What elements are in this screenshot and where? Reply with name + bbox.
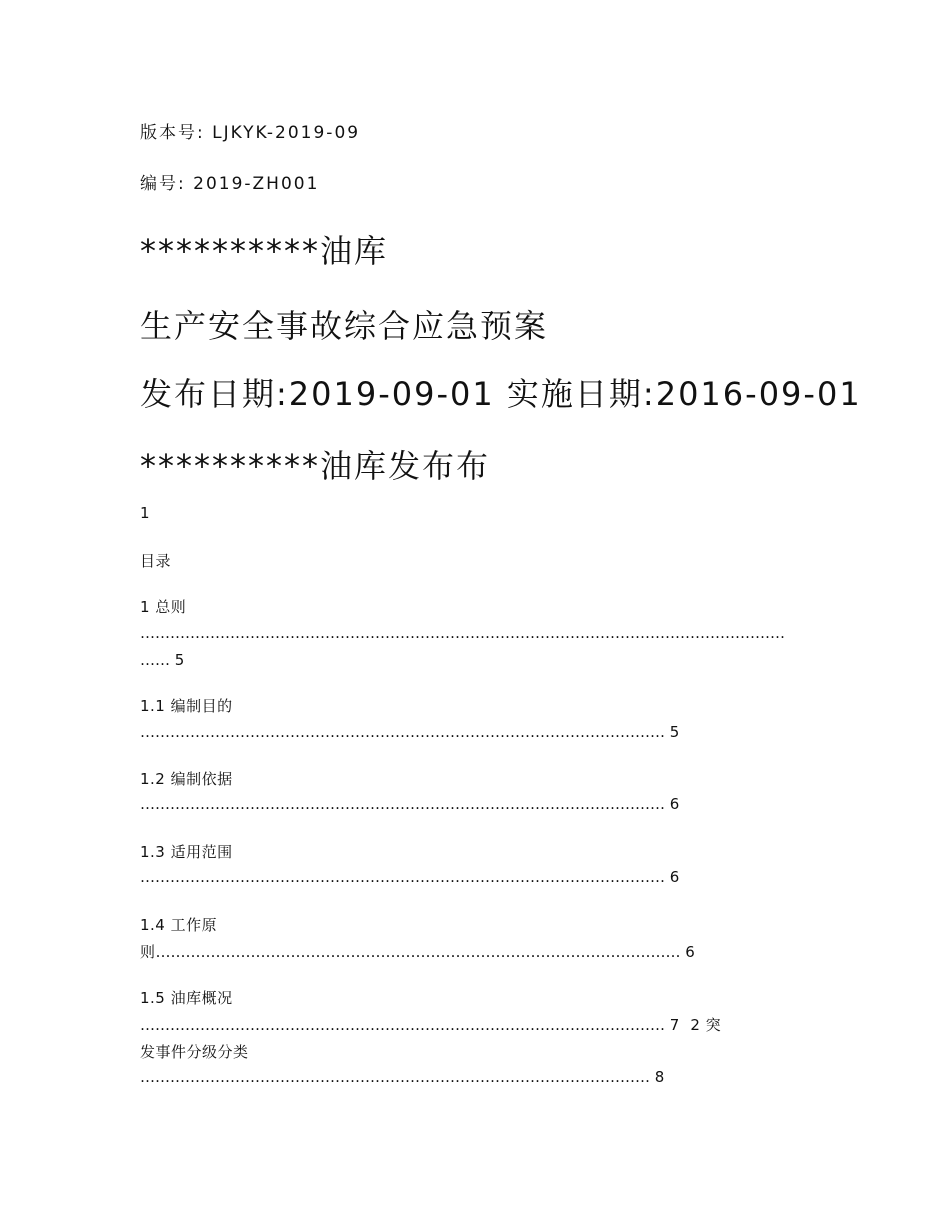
- toc-entry-page-line: …………………………………………………………………………………………… 6: [140, 795, 680, 813]
- toc-entry-label-cont: 发事件分级分类: [140, 1043, 249, 1061]
- dates-line: 发布日期:2019-09-01 实施日期:2016-09-01: [140, 375, 862, 413]
- toc-entry-label: 1.1 编制目的: [140, 697, 233, 715]
- toc-entry-label: 1.5 油库概况: [140, 989, 233, 1007]
- toc-entry-label-cont: 则: [140, 943, 156, 961]
- toc-entry-page: 6: [685, 943, 696, 961]
- toc-entry-page: 5: [669, 723, 680, 741]
- toc-entry-page: 6: [669, 795, 680, 813]
- toc-entry-label: 1.2 编制依据: [140, 770, 233, 788]
- toc-leader-dots: …………………………………………………………………………………………………………………: [140, 624, 785, 642]
- toc-entry-page-line: ………………………………………………………………………………………… 8: [140, 1068, 665, 1086]
- company-title: **********油库: [140, 232, 389, 270]
- toc-entry-page: 5: [174, 651, 185, 669]
- toc-entry-page-line: …………………………………………………………………………………………… 6: [140, 868, 680, 886]
- toc-entry-label: 2 突: [690, 1016, 722, 1034]
- toc-entry-page: 8: [654, 1068, 665, 1086]
- toc-heading: 目录: [140, 552, 172, 570]
- document-number: 编号: 2019-ZH001: [140, 174, 320, 194]
- toc-entry-page: 7: [669, 1016, 680, 1034]
- toc-entry-page-line: …………………………………………………………………………………………… 5: [140, 723, 680, 741]
- toc-entry-label: 1.3 适用范围: [140, 843, 233, 861]
- toc-entry-page-line: 则…………………………………………………………………………………………… 6: [140, 943, 696, 961]
- toc-entry-label: 1 总则: [140, 598, 187, 616]
- page-number: 1: [140, 504, 151, 522]
- toc-entry-label: 1.4 工作原: [140, 916, 218, 934]
- plan-title: 生产安全事故综合应急预案: [140, 307, 549, 345]
- version-number: 版本号: LJKYK-2019-09: [140, 123, 361, 143]
- toc-entry-page-line: …… 5: [140, 651, 185, 669]
- toc-entry-page-line: …………………………………………………………………………………………… 7 2 突: [140, 1016, 722, 1034]
- publisher-line: **********油库发布布: [140, 447, 491, 485]
- toc-entry-page: 6: [669, 868, 680, 886]
